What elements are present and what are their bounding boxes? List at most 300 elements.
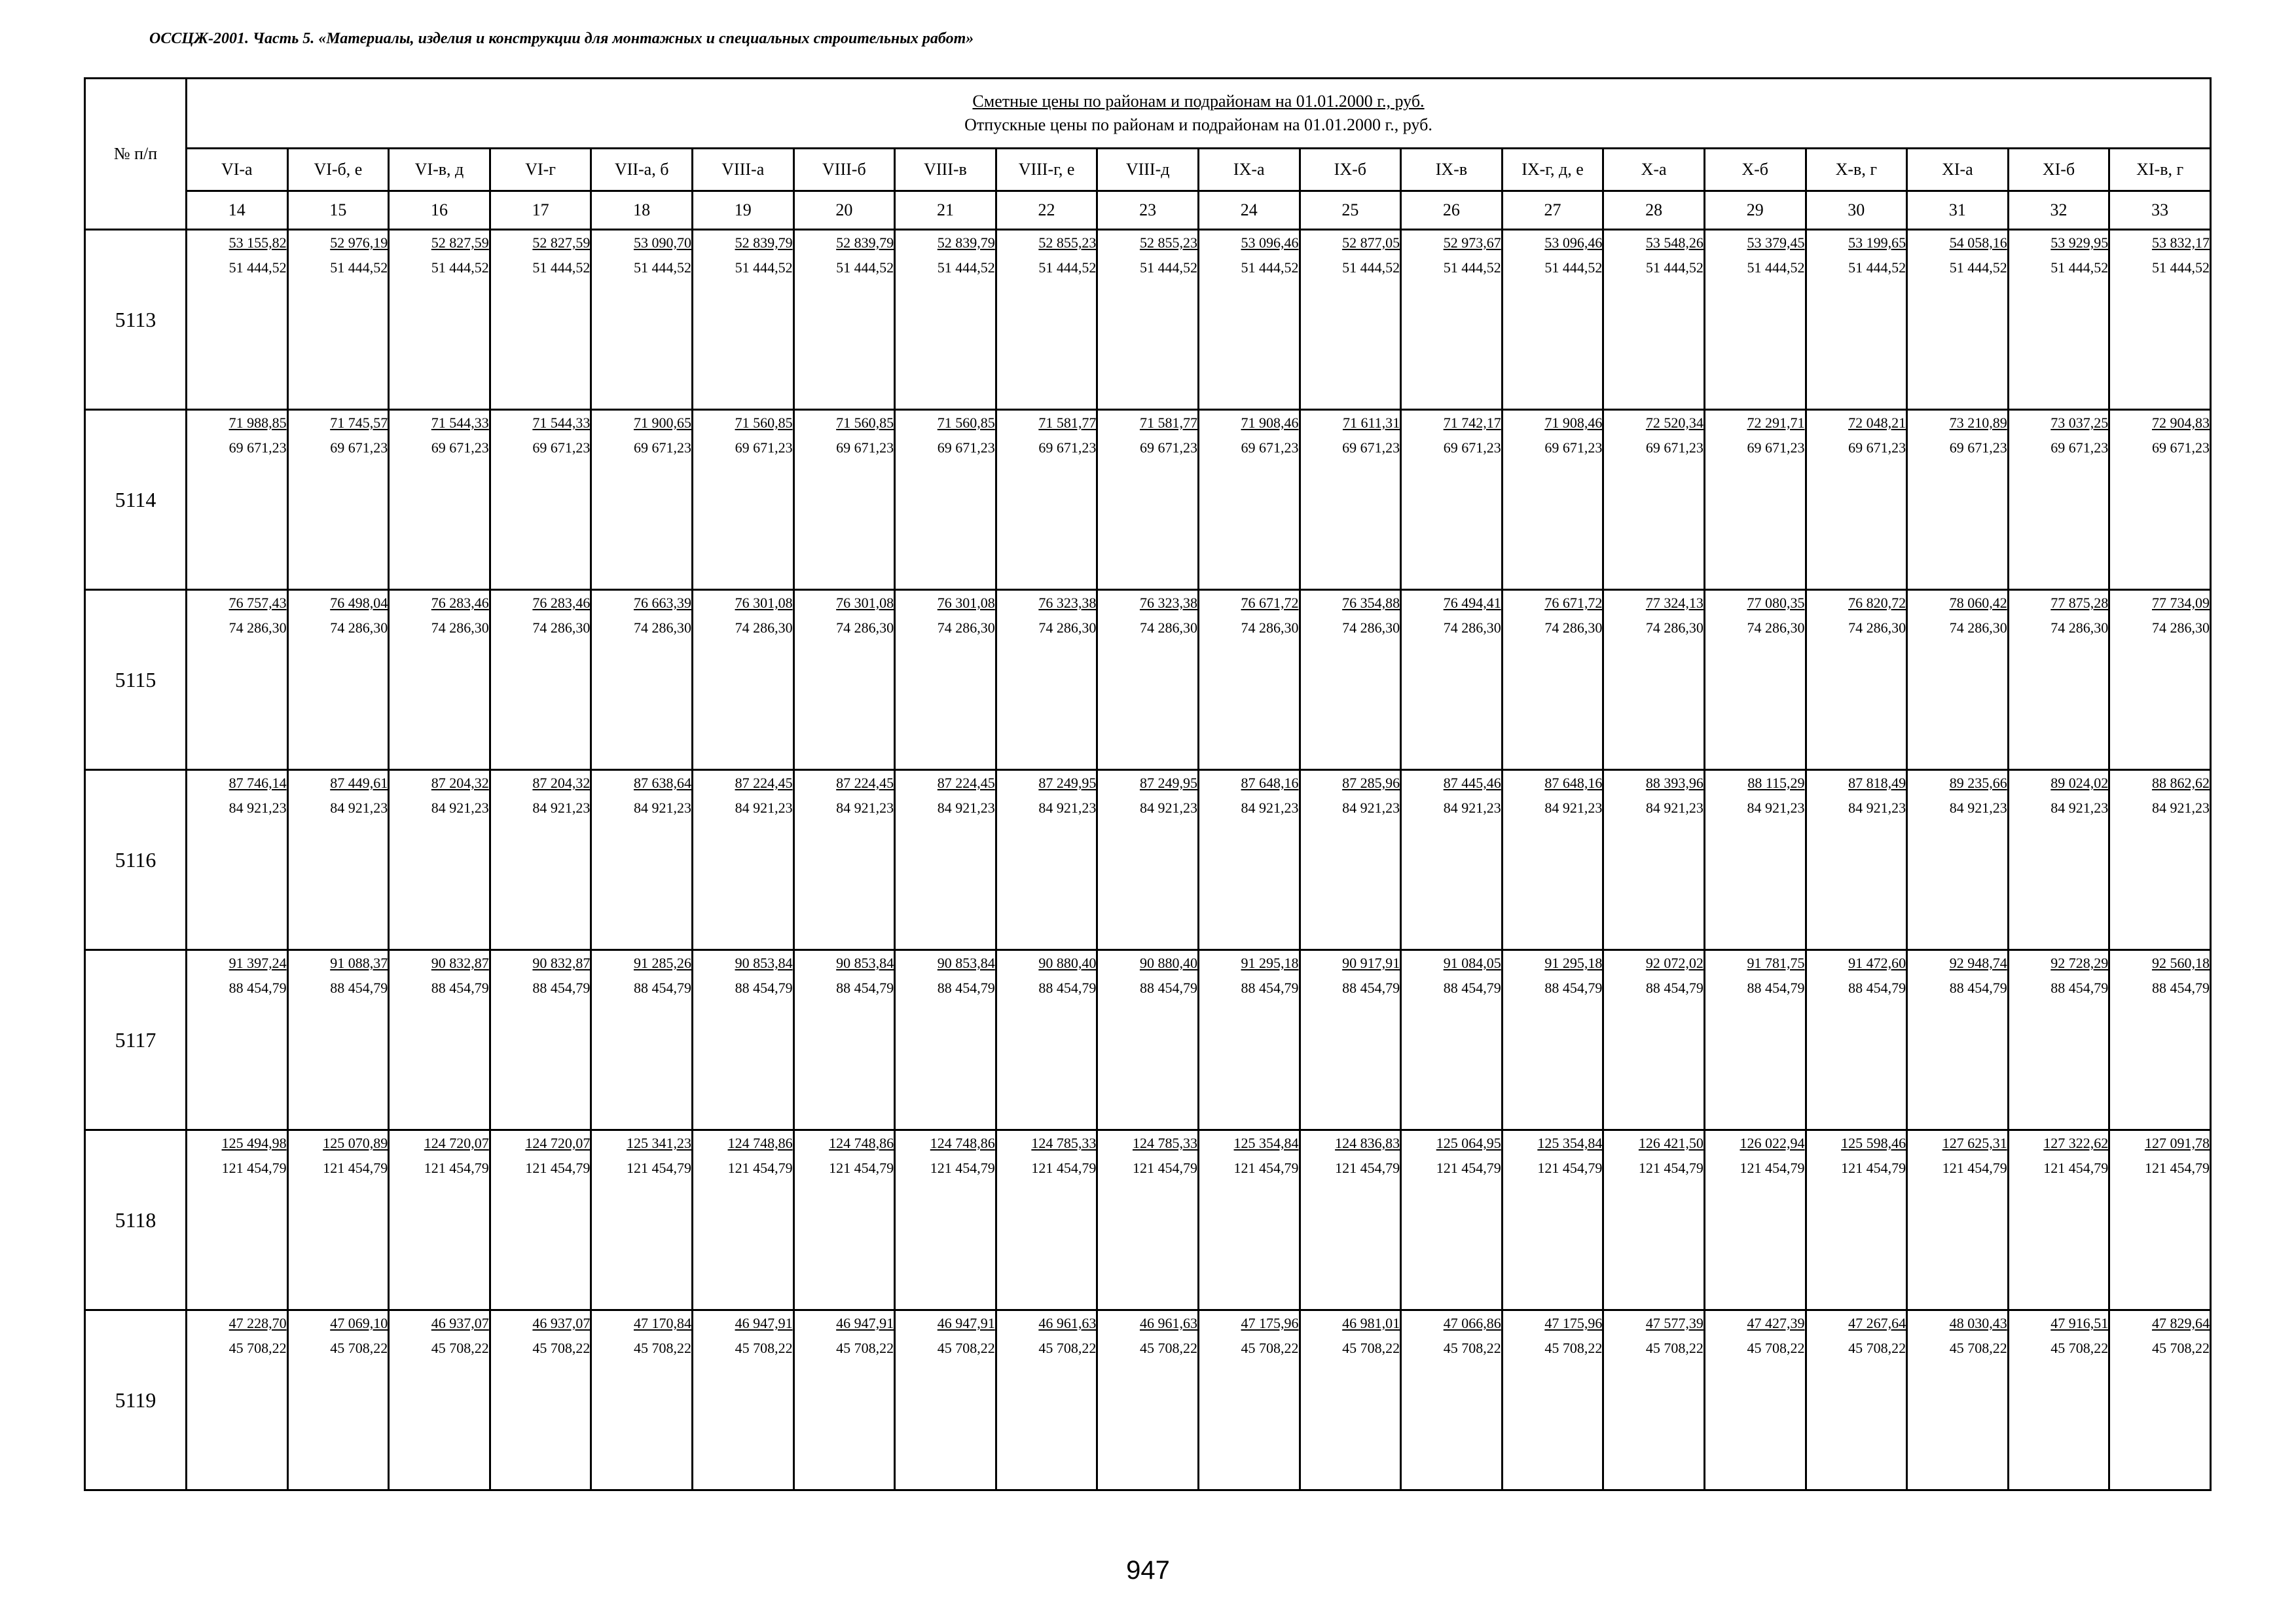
estimate-price: 124 720,07 xyxy=(525,1135,591,1151)
release-price: 88 454,79 xyxy=(633,980,691,996)
release-price: 69 671,23 xyxy=(330,439,388,456)
price-cell xyxy=(490,410,591,590)
release-price: 88 454,79 xyxy=(1848,980,1906,996)
release-price: 69 671,23 xyxy=(1443,439,1501,456)
estimate-price: 47 577,39 xyxy=(1645,1315,1704,1331)
release-price: 74 286,30 xyxy=(1038,619,1097,636)
release-price: 121 454,79 xyxy=(930,1160,995,1176)
release-price: 45 708,22 xyxy=(228,1340,287,1356)
release-price: 51 444,52 xyxy=(532,259,591,276)
release-price: 74 286,30 xyxy=(2050,619,2109,636)
region-header-row xyxy=(85,149,2211,191)
price-cell xyxy=(1603,950,1705,1130)
table-row xyxy=(85,1130,2211,1310)
region-header: VI-а xyxy=(187,149,288,191)
estimate-price: 46 947,91 xyxy=(937,1315,995,1331)
estimate-price: 71 742,17 xyxy=(1443,415,1501,431)
estimate-price: 52 839,79 xyxy=(735,234,793,251)
estimate-price: 87 224,45 xyxy=(735,775,793,791)
estimate-price: 76 498,04 xyxy=(330,595,388,611)
release-price: 121 454,79 xyxy=(1638,1160,1704,1176)
estimate-price: 124 785,33 xyxy=(1031,1135,1097,1151)
price-cell xyxy=(996,1130,1097,1310)
estimate-price: 52 839,79 xyxy=(937,234,995,251)
release-price: 51 444,52 xyxy=(1342,259,1400,276)
price-cell xyxy=(1806,410,1907,590)
table-row xyxy=(85,230,2211,410)
estimate-price: 52 839,79 xyxy=(836,234,894,251)
estimate-price: 76 671,72 xyxy=(1241,595,1299,611)
column-number: 31 xyxy=(1907,191,2009,230)
price-cell xyxy=(2109,950,2211,1130)
estimate-price: 125 070,89 xyxy=(323,1135,388,1151)
price-cell xyxy=(1401,410,1503,590)
price-cell xyxy=(1401,950,1503,1130)
estimate-price: 87 204,32 xyxy=(532,775,591,791)
estimate-price: 127 625,31 xyxy=(1942,1135,2007,1151)
release-price: 74 286,30 xyxy=(1544,619,1603,636)
price-cell xyxy=(895,230,996,410)
price-cell xyxy=(187,1310,288,1490)
region-header: IX-в xyxy=(1401,149,1503,191)
estimate-price: 76 301,08 xyxy=(937,595,995,611)
price-cell xyxy=(996,410,1097,590)
release-price: 88 454,79 xyxy=(431,980,489,996)
price-cell xyxy=(591,950,693,1130)
estimate-price: 71 745,57 xyxy=(330,415,388,431)
release-price: 45 708,22 xyxy=(1747,1340,1805,1356)
estimate-price: 90 853,84 xyxy=(836,955,894,971)
price-cell xyxy=(1097,410,1199,590)
price-cell xyxy=(490,230,591,410)
release-price: 51 444,52 xyxy=(1544,259,1603,276)
price-cell xyxy=(1806,770,1907,950)
price-cell xyxy=(895,950,996,1130)
release-price: 84 921,23 xyxy=(1342,800,1400,816)
price-cell xyxy=(692,230,793,410)
price-table xyxy=(84,77,2212,1491)
estimate-price: 47 829,64 xyxy=(2152,1315,2210,1331)
release-price: 84 921,23 xyxy=(1949,800,2007,816)
price-cell xyxy=(1198,230,1300,410)
table-row xyxy=(85,950,2211,1130)
estimate-price: 125 598,46 xyxy=(1841,1135,1906,1151)
price-cell xyxy=(2008,950,2109,1130)
price-cell xyxy=(1907,590,2009,770)
release-price: 69 671,23 xyxy=(2050,439,2109,456)
estimate-price: 91 397,24 xyxy=(228,955,287,971)
estimate-price: 48 030,43 xyxy=(1949,1315,2007,1331)
release-price: 88 454,79 xyxy=(1443,980,1501,996)
price-cell xyxy=(1502,230,1603,410)
price-cell xyxy=(1806,590,1907,770)
price-cell xyxy=(1300,770,1401,950)
price-cell xyxy=(2109,590,2211,770)
region-header: XI-б xyxy=(2008,149,2109,191)
price-cell xyxy=(1806,950,1907,1130)
estimate-price: 53 548,26 xyxy=(1645,234,1704,251)
price-cell xyxy=(591,770,693,950)
release-price: 69 671,23 xyxy=(735,439,793,456)
release-price: 51 444,52 xyxy=(330,259,388,276)
release-price: 74 286,30 xyxy=(1139,619,1197,636)
estimate-price: 76 283,46 xyxy=(431,595,489,611)
price-cell xyxy=(1097,770,1199,950)
estimate-price: 71 581,77 xyxy=(1038,415,1097,431)
price-cell xyxy=(1704,410,1806,590)
release-price: 84 921,23 xyxy=(1848,800,1906,816)
release-price: 88 454,79 xyxy=(1747,980,1805,996)
estimate-price: 53 096,46 xyxy=(1544,234,1603,251)
estimate-price: 124 836,83 xyxy=(1335,1135,1400,1151)
release-price: 51 444,52 xyxy=(1241,259,1299,276)
release-price: 88 454,79 xyxy=(1139,980,1197,996)
price-cell xyxy=(692,410,793,590)
estimate-price: 87 648,16 xyxy=(1544,775,1603,791)
price-cell xyxy=(793,590,895,770)
price-cell xyxy=(287,950,389,1130)
price-cell xyxy=(996,1310,1097,1490)
price-cell xyxy=(895,770,996,950)
release-price: 69 671,23 xyxy=(1949,439,2007,456)
estimate-price: 90 832,87 xyxy=(532,955,591,971)
estimate-price: 126 421,50 xyxy=(1638,1135,1704,1151)
region-header: VI-б, е xyxy=(287,149,389,191)
estimate-price: 77 875,28 xyxy=(2050,595,2109,611)
price-cell xyxy=(1097,1130,1199,1310)
estimate-price: 52 855,23 xyxy=(1038,234,1097,251)
release-price: 121 454,79 xyxy=(626,1160,691,1176)
region-header: X-в, г xyxy=(1806,149,1907,191)
estimate-price: 90 853,84 xyxy=(937,955,995,971)
estimate-price: 124 748,86 xyxy=(829,1135,894,1151)
release-price: 69 671,23 xyxy=(1747,439,1805,456)
price-cell xyxy=(793,950,895,1130)
row-number: 5118 xyxy=(85,1130,187,1310)
estimate-price: 87 445,46 xyxy=(1443,775,1501,791)
release-price: 121 454,79 xyxy=(1335,1160,1400,1176)
release-price: 88 454,79 xyxy=(2152,980,2210,996)
price-cell xyxy=(1300,410,1401,590)
estimate-price: 87 224,45 xyxy=(836,775,894,791)
release-price: 69 671,23 xyxy=(1544,439,1603,456)
release-price: 69 671,23 xyxy=(1645,439,1704,456)
estimate-price: 73 210,89 xyxy=(1949,415,2007,431)
release-price: 121 454,79 xyxy=(2043,1160,2109,1176)
release-price: 45 708,22 xyxy=(1848,1340,1906,1356)
release-price: 69 671,23 xyxy=(532,439,591,456)
estimate-price: 91 295,18 xyxy=(1241,955,1299,971)
estimate-price: 53 199,65 xyxy=(1848,234,1906,251)
estimate-price: 47 267,64 xyxy=(1848,1315,1906,1331)
estimate-price: 53 929,95 xyxy=(2050,234,2109,251)
release-price: 74 286,30 xyxy=(836,619,894,636)
price-cell xyxy=(1907,230,2009,410)
column-number-row xyxy=(85,191,2211,230)
release-price: 88 454,79 xyxy=(1038,980,1097,996)
release-price: 88 454,79 xyxy=(1241,980,1299,996)
price-cell xyxy=(287,230,389,410)
price-cell xyxy=(2109,1130,2211,1310)
release-price: 69 671,23 xyxy=(1038,439,1097,456)
release-price: 84 921,23 xyxy=(1645,800,1704,816)
estimate-price: 47 069,10 xyxy=(330,1315,388,1331)
release-price: 69 671,23 xyxy=(2152,439,2210,456)
price-cell xyxy=(389,590,490,770)
release-price: 69 671,23 xyxy=(633,439,691,456)
release-price: 121 454,79 xyxy=(1942,1160,2007,1176)
release-price: 74 286,30 xyxy=(330,619,388,636)
estimate-price: 92 948,74 xyxy=(1949,955,2007,971)
release-price: 45 708,22 xyxy=(431,1340,489,1356)
column-number: 21 xyxy=(895,191,996,230)
estimate-price-title: Сметные цены по районам и подрайонам на 01.01.2000 г., руб. xyxy=(972,92,1425,111)
estimate-price: 72 291,71 xyxy=(1747,415,1805,431)
estimate-price: 71 544,33 xyxy=(431,415,489,431)
column-number: 26 xyxy=(1401,191,1503,230)
release-price: 74 286,30 xyxy=(1747,619,1805,636)
estimate-price: 90 880,40 xyxy=(1139,955,1197,971)
estimate-price: 72 048,21 xyxy=(1848,415,1906,431)
price-cell xyxy=(187,1130,288,1310)
price-cell xyxy=(2008,590,2109,770)
release-price: 84 921,23 xyxy=(735,800,793,816)
price-cell xyxy=(490,770,591,950)
column-number: 25 xyxy=(1300,191,1401,230)
price-cell xyxy=(1704,590,1806,770)
price-cell xyxy=(187,410,288,590)
price-cell xyxy=(1907,1130,2009,1310)
region-header: VIII-а xyxy=(692,149,793,191)
release-price: 84 921,23 xyxy=(937,800,995,816)
column-number: 19 xyxy=(692,191,793,230)
estimate-price: 52 973,67 xyxy=(1443,234,1501,251)
release-price: 84 921,23 xyxy=(633,800,691,816)
release-price: 45 708,22 xyxy=(1645,1340,1704,1356)
release-price: 51 444,52 xyxy=(633,259,691,276)
estimate-price: 91 472,60 xyxy=(1848,955,1906,971)
price-cell xyxy=(1401,1130,1503,1310)
estimate-price: 91 088,37 xyxy=(330,955,388,971)
estimate-price: 88 393,96 xyxy=(1645,775,1704,791)
estimate-price: 91 285,26 xyxy=(633,955,691,971)
column-number: 33 xyxy=(2109,191,2211,230)
estimate-price: 125 354,84 xyxy=(1233,1135,1299,1151)
release-price: 121 454,79 xyxy=(727,1160,793,1176)
release-price: 69 671,23 xyxy=(937,439,995,456)
estimate-price: 125 341,23 xyxy=(626,1135,691,1151)
column-number: 32 xyxy=(2008,191,2109,230)
price-cell xyxy=(2008,410,2109,590)
row-number: 5119 xyxy=(85,1310,187,1490)
release-price: 88 454,79 xyxy=(1342,980,1400,996)
release-price: 45 708,22 xyxy=(330,1340,388,1356)
price-cell xyxy=(287,590,389,770)
release-price: 51 444,52 xyxy=(2152,259,2210,276)
estimate-price: 46 981,01 xyxy=(1342,1315,1400,1331)
price-cell xyxy=(287,1310,389,1490)
release-price: 51 444,52 xyxy=(1645,259,1704,276)
price-cell xyxy=(996,590,1097,770)
estimate-price: 126 022,94 xyxy=(1740,1135,1805,1151)
price-cell xyxy=(389,230,490,410)
release-price: 121 454,79 xyxy=(1537,1160,1603,1176)
column-number: 15 xyxy=(287,191,389,230)
estimate-price: 87 449,61 xyxy=(330,775,388,791)
price-cell xyxy=(793,410,895,590)
release-price: 88 454,79 xyxy=(937,980,995,996)
release-price: 74 286,30 xyxy=(1848,619,1906,636)
price-cell xyxy=(692,950,793,1130)
release-price: 84 921,23 xyxy=(2050,800,2109,816)
price-cell xyxy=(692,1130,793,1310)
estimate-price: 87 249,95 xyxy=(1038,775,1097,791)
price-cell xyxy=(2109,410,2211,590)
release-price: 74 286,30 xyxy=(1443,619,1501,636)
estimate-price: 124 748,86 xyxy=(727,1135,793,1151)
release-price: 45 708,22 xyxy=(1443,1340,1501,1356)
release-price: 45 708,22 xyxy=(1342,1340,1400,1356)
document-header: ОССЦЖ-2001. Часть 5. «Материалы, изделия и конструкции для монтажных и специальных строительных работ» xyxy=(149,30,974,47)
region-header: VI-г xyxy=(490,149,591,191)
price-cell xyxy=(793,770,895,950)
release-price: 45 708,22 xyxy=(2050,1340,2109,1356)
release-price: 121 454,79 xyxy=(323,1160,388,1176)
region-header: VIII-г, е xyxy=(996,149,1097,191)
estimate-price: 53 379,45 xyxy=(1747,234,1805,251)
price-cell xyxy=(1502,770,1603,950)
estimate-price: 46 961,63 xyxy=(1139,1315,1197,1331)
estimate-price: 53 090,70 xyxy=(633,234,691,251)
price-cell xyxy=(1300,1130,1401,1310)
estimate-price: 76 301,08 xyxy=(735,595,793,611)
release-price-title: Отпускные цены по районам и подрайонам на 01.01.2000 г., руб. xyxy=(964,115,1432,134)
release-price: 121 454,79 xyxy=(424,1160,489,1176)
estimate-price: 76 323,38 xyxy=(1038,595,1097,611)
price-cell xyxy=(1502,1130,1603,1310)
price-cell xyxy=(1603,590,1705,770)
price-cell xyxy=(1806,1130,1907,1310)
estimate-price: 71 988,85 xyxy=(228,415,287,431)
estimate-price: 87 746,14 xyxy=(228,775,287,791)
table-body xyxy=(85,230,2211,1490)
price-cell xyxy=(389,950,490,1130)
estimate-price: 72 904,83 xyxy=(2152,415,2210,431)
estimate-price: 91 084,05 xyxy=(1443,955,1501,971)
estimate-price: 71 908,46 xyxy=(1241,415,1299,431)
price-cell xyxy=(287,1130,389,1310)
release-price: 88 454,79 xyxy=(735,980,793,996)
release-price: 121 454,79 xyxy=(1031,1160,1097,1176)
price-cell xyxy=(187,230,288,410)
price-cell xyxy=(996,770,1097,950)
price-cell xyxy=(1907,1310,2009,1490)
estimate-price: 53 832,17 xyxy=(2152,234,2210,251)
estimate-price: 87 204,32 xyxy=(431,775,489,791)
estimate-price: 78 060,42 xyxy=(1949,595,2007,611)
estimate-price: 73 037,25 xyxy=(2050,415,2109,431)
estimate-price: 90 880,40 xyxy=(1038,955,1097,971)
release-price: 84 921,23 xyxy=(532,800,591,816)
price-cell xyxy=(996,230,1097,410)
release-price: 74 286,30 xyxy=(228,619,287,636)
estimate-price: 46 937,07 xyxy=(532,1315,591,1331)
price-cell xyxy=(1907,950,2009,1130)
release-price: 121 454,79 xyxy=(221,1160,287,1176)
price-cell xyxy=(2008,770,2109,950)
column-number: 23 xyxy=(1097,191,1199,230)
release-price: 84 921,23 xyxy=(228,800,287,816)
release-price: 121 454,79 xyxy=(1841,1160,1906,1176)
price-cell xyxy=(2109,230,2211,410)
price-cell xyxy=(1806,230,1907,410)
price-cell xyxy=(389,1310,490,1490)
estimate-price: 71 900,65 xyxy=(633,415,691,431)
price-cell xyxy=(1704,230,1806,410)
estimate-price: 76 354,88 xyxy=(1342,595,1400,611)
estimate-price: 89 024,02 xyxy=(2050,775,2109,791)
price-cell xyxy=(1603,230,1705,410)
release-price: 45 708,22 xyxy=(2152,1340,2210,1356)
price-cell xyxy=(1704,950,1806,1130)
estimate-price: 76 301,08 xyxy=(836,595,894,611)
estimate-price: 92 072,02 xyxy=(1645,955,1704,971)
region-header: X-б xyxy=(1704,149,1806,191)
release-price: 88 454,79 xyxy=(1645,980,1704,996)
price-cell xyxy=(1300,950,1401,1130)
price-cell xyxy=(1502,410,1603,590)
estimate-price: 124 748,86 xyxy=(930,1135,995,1151)
estimate-price: 52 827,59 xyxy=(431,234,489,251)
release-price: 51 444,52 xyxy=(431,259,489,276)
price-cell xyxy=(187,950,288,1130)
price-cell xyxy=(591,410,693,590)
estimate-price: 76 663,39 xyxy=(633,595,691,611)
estimate-price: 71 544,33 xyxy=(532,415,591,431)
column-number: 27 xyxy=(1502,191,1603,230)
price-cell xyxy=(2008,1310,2109,1490)
estimate-price: 46 961,63 xyxy=(1038,1315,1097,1331)
release-price: 51 444,52 xyxy=(2050,259,2109,276)
release-price: 51 444,52 xyxy=(1443,259,1501,276)
estimate-price: 46 937,07 xyxy=(431,1315,489,1331)
release-price: 51 444,52 xyxy=(228,259,287,276)
release-price: 121 454,79 xyxy=(1740,1160,1805,1176)
release-price: 84 921,23 xyxy=(1038,800,1097,816)
release-price: 84 921,23 xyxy=(2152,800,2210,816)
price-cell xyxy=(1401,770,1503,950)
release-price: 69 671,23 xyxy=(1241,439,1299,456)
release-price: 74 286,30 xyxy=(2152,619,2210,636)
price-cell xyxy=(692,1310,793,1490)
estimate-price: 76 323,38 xyxy=(1139,595,1197,611)
release-price: 121 454,79 xyxy=(2145,1160,2210,1176)
price-cell xyxy=(1603,410,1705,590)
price-cell xyxy=(1401,590,1503,770)
release-price: 74 286,30 xyxy=(937,619,995,636)
price-cell xyxy=(1907,410,2009,590)
release-price: 74 286,30 xyxy=(1645,619,1704,636)
row-number: 5114 xyxy=(85,410,187,590)
estimate-price: 47 175,96 xyxy=(1241,1315,1299,1331)
price-cell xyxy=(1198,770,1300,950)
price-cell xyxy=(996,950,1097,1130)
release-price: 74 286,30 xyxy=(1342,619,1400,636)
price-cell xyxy=(591,1130,693,1310)
region-header: VI-в, д xyxy=(389,149,490,191)
release-price: 88 454,79 xyxy=(836,980,894,996)
price-cell xyxy=(2008,230,2109,410)
